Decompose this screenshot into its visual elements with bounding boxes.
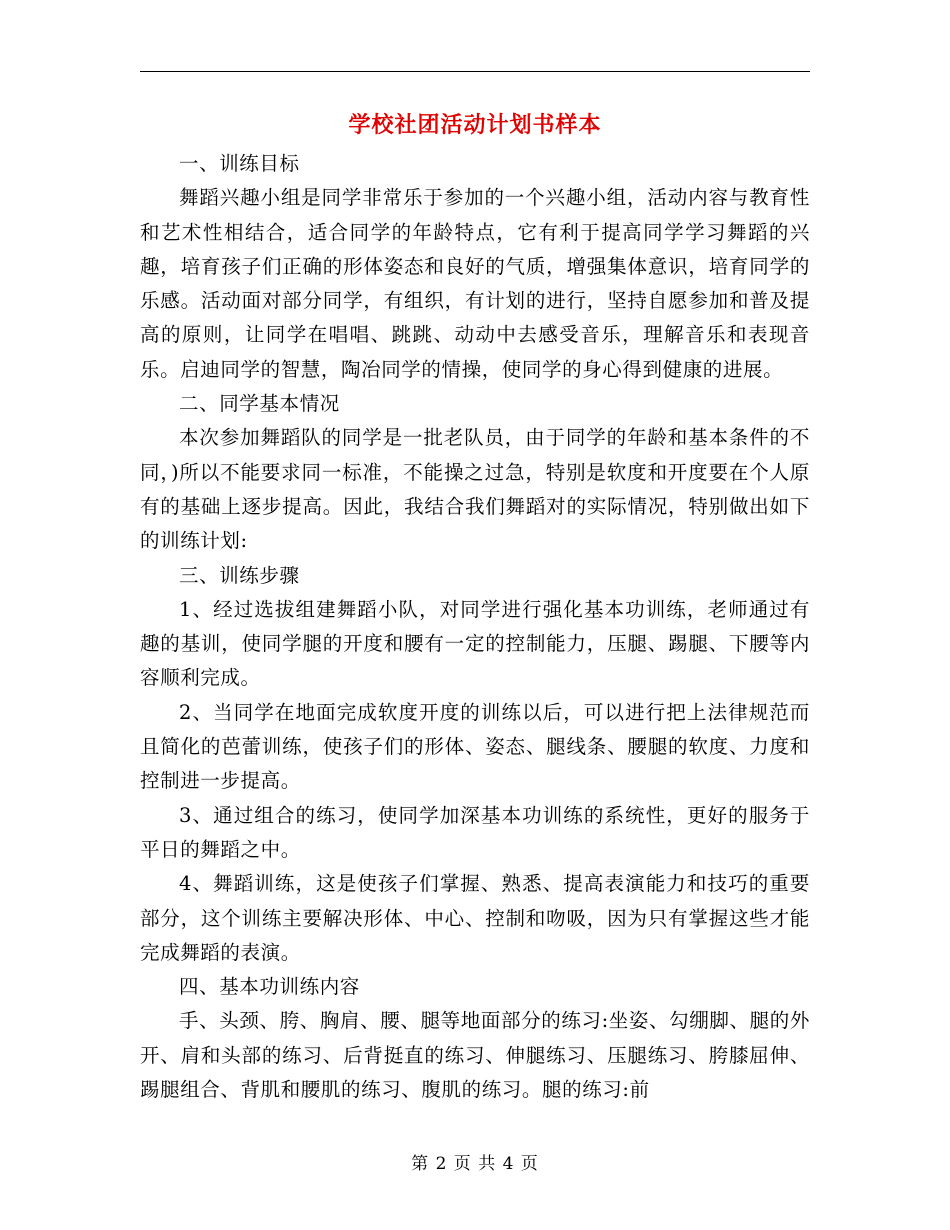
document-body xyxy=(140,147,810,1107)
paragraph-step-1: 1、经过选拔组建舞蹈小队，对同学进行强化基本功训练，老师通过有趣的基训，使同学腿的开度和腰有一定的控制能力，压腿、踢腿、下腰等内容顺利完成。 xyxy=(140,597,810,690)
paragraph-students: 本次参加舞蹈队的同学是一批老队员，由于同学的年龄和基本条件的不同，)所以不能要求同一标准，不能操之过急，特别是软度和开度要在个人原有的基础上逐步提高。因此，我结合我们舞蹈对的实际情况，特别做出如下的训练计划: xyxy=(140,426,810,553)
paragraph-step-3: 3、通过组合的练习，使同学加深基本功训练的系统性，更好的服务于平日的舞蹈之中。 xyxy=(140,803,810,861)
section-heading-students: 二、同学基本情况 xyxy=(179,392,340,416)
paragraph-step-4: 4、舞蹈训练，这是使孩子们掌握、熟悉、提高表演能力和技巧的重要部分，这个训练主要解决形体、中心、控制和吻吸，因为只有掌握这些才能完成舞蹈的表演。 xyxy=(140,872,810,964)
section-heading-goals: 一、训练目标 xyxy=(179,152,300,175)
paragraph-step-2: 2、当同学在地面完成软度开度的训练以后，可以进行把上法律规范而且简化的芭蕾训练，使孩子们的形体、姿态、腿线条、腰腿的软度、力度和控制进一步提高。 xyxy=(140,700,810,793)
page-number: 第 2 页 共 4 页 xyxy=(411,1154,539,1174)
paragraph-goals: 舞蹈兴趣小组是同学非常乐于参加的一个兴趣小组，活动内容与教育性和艺术性相结合，适合同学的年龄特点，它有利于提高同学学习舞蹈的兴趣，培育孩子们正确的形体姿态和良好的气质，增强集体意识，培育同学的乐感。活动面对部分同学，有组织，有计划的进行，坚持自愿参加和普及提高的原则，让同学在唱唱、跳跳、动动中去感受音乐，理解音乐和表现音乐。启迪同学的智慧，陶冶同学的情操，使同学的身心得到健康的进展。 xyxy=(140,186,810,381)
section-heading-steps: 三、训练步骤 xyxy=(179,563,300,587)
section-heading-basics: 四、基本功训练内容 xyxy=(179,975,360,999)
header-rule xyxy=(140,71,810,72)
paragraph-basics: 手、头颈、胯、胸肩、腰、腿等地面部分的练习:坐姿、勾绷脚、腿的外开、肩和头部的练习、后背挺直的练习、伸腿练习、压腿练习、胯膝屈伸、踢腿组合、背肌和腰肌的练习、腹肌的练习。腿的练习:前 xyxy=(140,1009,810,1102)
document-title: 学校社团活动计划书样本 xyxy=(348,112,602,138)
